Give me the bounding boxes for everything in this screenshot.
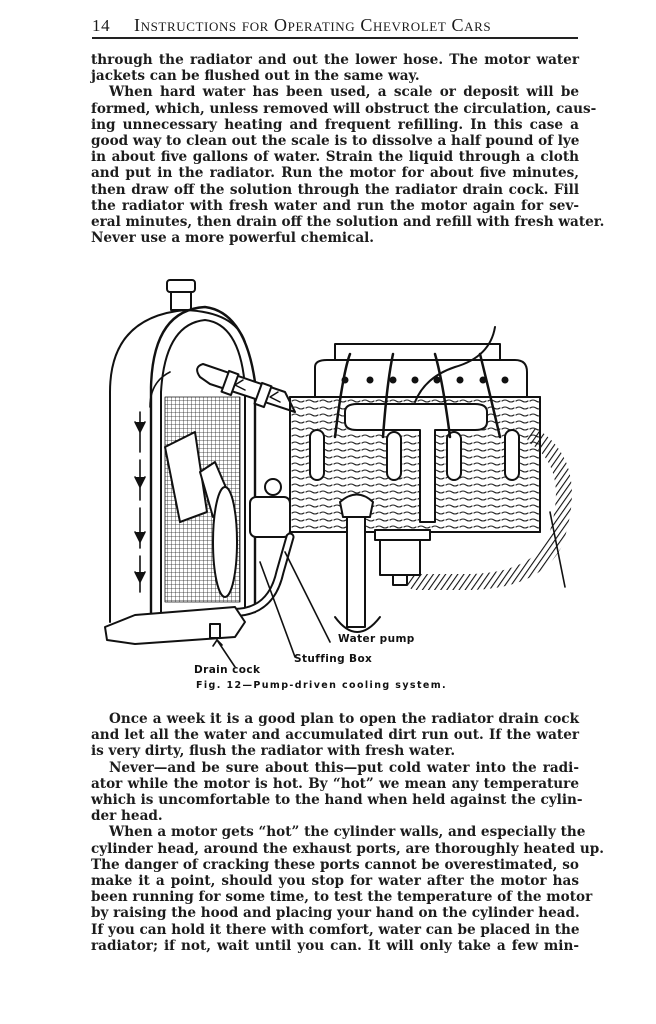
running-head-title: Instructions for Operating Chevrolet Cars [134, 15, 492, 35]
text-line: Never use a more powerful chemical. [91, 230, 375, 247]
header-rule [92, 37, 578, 39]
filler-cap-icon [167, 280, 195, 310]
engine-radiator-drawing [95, 272, 585, 667]
top-text-block [91, 52, 605, 247]
bottom-tank [105, 607, 245, 644]
text-line: ing unnecessary heating and frequent refilling. In this case a [91, 116, 579, 133]
cooling-system-illustration [95, 272, 585, 676]
label-stuffing-box: Stuffing Box [294, 653, 373, 665]
page-number: 14 [92, 16, 111, 35]
paragraph-weekly-drain [91, 711, 579, 760]
text-line: which is uncomfortable to the hand when held against the cylin- [91, 792, 583, 809]
text-line: jackets can be flushed out in the same way. [91, 68, 420, 85]
text-line: been running for some time, to test the temperature of the motor [91, 889, 593, 906]
figure-caption: Fig. 12—Pump-driven cooling system. [196, 680, 448, 691]
paragraph-cold-water-warning [91, 759, 583, 825]
running-head [92, 10, 580, 36]
text-line: and let all the water and accumulated dirt run out. If the water [91, 727, 579, 744]
paragraph-hot-motor [91, 824, 604, 954]
drain-cock-valve [210, 624, 220, 638]
text-line: The danger of cracking these ports cannot be overestimated, so [91, 856, 579, 873]
paragraph-hard-water [91, 84, 605, 247]
text-line: der head. [91, 808, 163, 825]
text-line: formed, which, unless removed will obstruct the circulation, caus- [91, 100, 597, 117]
text-line: Never—and be sure about this—put cold water into the radi- [109, 759, 579, 776]
label-drain-cock: Drain cock [194, 664, 261, 676]
bottom-text-block [91, 711, 604, 954]
text-line: the radiator with fresh water and run the motor again for sev- [91, 197, 579, 214]
engine-block [290, 344, 540, 532]
text-line: ator while the motor is hot. By “hot” we mean any temperature [91, 775, 579, 792]
text-line: by raising the hood and placing your hand on the cylinder head. [91, 905, 580, 922]
text-line: When hard water has been used, a scale or deposit will be [109, 84, 579, 101]
text-line: good way to clean out the scale is to dissolve a half pound of lye [91, 133, 580, 150]
text-line: through the radiator and out the lower hose. The motor water [91, 52, 579, 68]
text-line: radiator; if not, wait until you can. It will only take a few min- [91, 937, 579, 954]
text-line: eral minutes, then drain off the solution and refill with fresh water. [91, 214, 605, 231]
text-line: then draw off the solution through the radiator drain cock. Fill [91, 181, 579, 198]
text-line: If you can hold it there with comfort, water can be placed in the [91, 921, 580, 938]
text-line: make it a point, should you stop for water after the motor has [91, 873, 579, 890]
text-line: Once a week it is a good plan to open the radiator drain cock [109, 711, 579, 727]
text-line: cylinder head, around the exhaust ports, are thoroughly heated up. [91, 840, 604, 857]
text-line: When a motor gets “hot” the cylinder walls, and especially the [109, 824, 586, 841]
text-line: in about five gallons of water. Strain the liquid through a cloth [91, 149, 579, 166]
text-line: and put in the radiator. Run the motor for about five minutes, [91, 165, 579, 182]
label-water-pump: Water pump [338, 633, 415, 645]
paragraph-continued [91, 52, 579, 84]
text-line: is very dirty, flush the radiator with fresh water. [91, 743, 456, 760]
